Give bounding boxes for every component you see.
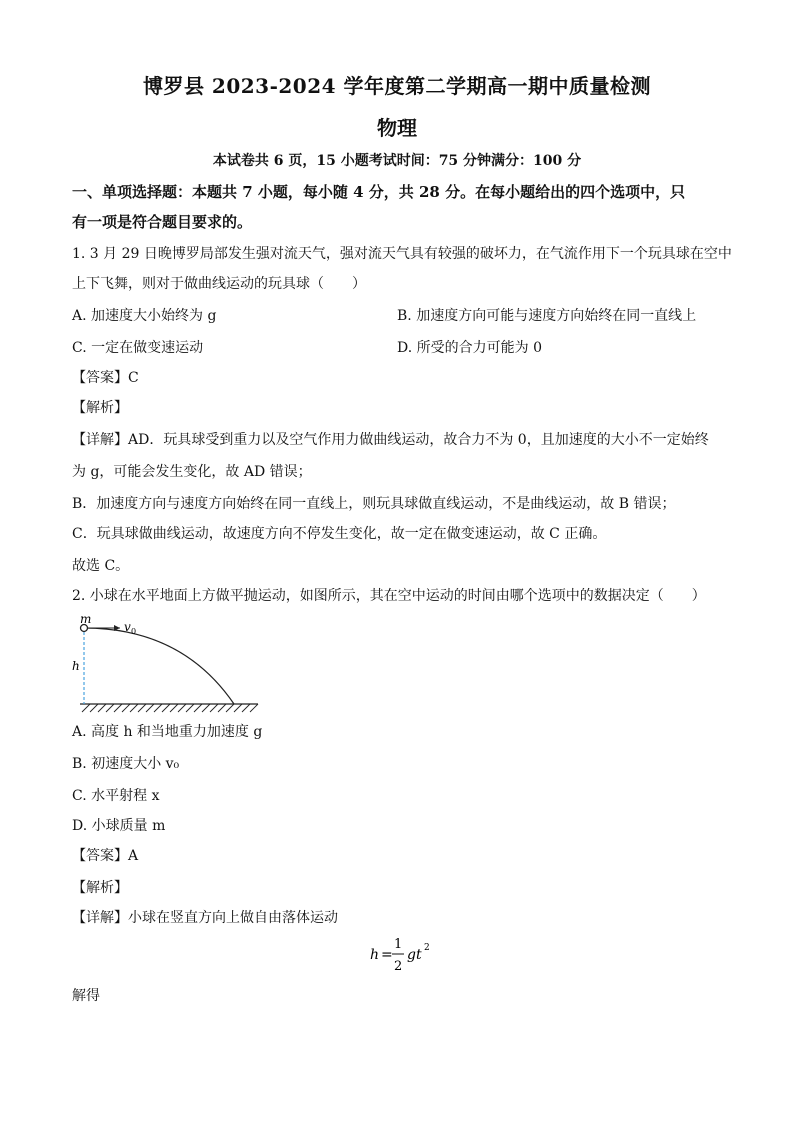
q1-answer-line bbox=[72, 368, 722, 388]
q1-option-d: D. 所受的合力可能为 0 bbox=[397, 340, 542, 356]
q1-detail-line1 bbox=[72, 430, 722, 450]
section-heading-line1: 一、单项选择题：本题共 7 小题，每小随 4 分，共 28 分。在每小题给出的四个选项中，只 bbox=[72, 183, 686, 201]
q1-answer: C bbox=[128, 370, 139, 386]
q2-option-c: C. 水平射程 x bbox=[72, 788, 160, 804]
q1-detail-text1: AD．玩具球受到重力以及空气作用力做曲线运动，故合力不为 0，且加速度的大小不一定始终 bbox=[128, 432, 709, 448]
q1-detail-line2: 为 g，可能会发生变化，故 AD 错误； bbox=[72, 464, 312, 480]
q1-stem-line2: 上下飞舞，则对于做曲线运动的玩具球（ ） bbox=[72, 276, 366, 292]
q2-option-d: D. 小球质量 m bbox=[72, 818, 166, 834]
q1-detail-line3: B．加速度方向与速度方向始终在同一直线上，则玩具球做直线运动，不是曲线运动，故 B 错误； bbox=[72, 496, 676, 512]
q1-conclusion: 故选 C。 bbox=[72, 558, 130, 574]
q2-solve: 解得 bbox=[72, 988, 100, 1004]
section-heading-line2: 有一项是符合题目要求的。 bbox=[72, 213, 253, 231]
formula-den: 2 bbox=[394, 959, 403, 974]
label-v0: v bbox=[124, 620, 131, 634]
q1-answer-tag: 【答案】 bbox=[72, 370, 128, 386]
exam-title: 博罗县 2023-2024 学年度第二学期高一期中质量检测 bbox=[142, 74, 652, 98]
q2-detail-tag: 【详解】 bbox=[72, 910, 128, 926]
formula-num: 1 bbox=[394, 937, 403, 952]
q1-detail-tag: 【详解】 bbox=[72, 432, 128, 448]
label-v0-subscript: 0 bbox=[131, 627, 137, 636]
q1-analysis-tag: 【解析】 bbox=[72, 400, 128, 416]
q1-option-b: B. 加速度方向可能与速度方向始终在同一直线上 bbox=[397, 308, 697, 324]
q2-detail-text1: 小球在竖直方向上做自由落体运动 bbox=[128, 910, 338, 926]
q1-option-a: A. 加速度大小始终为 g bbox=[72, 308, 217, 324]
q2-answer-line bbox=[72, 846, 722, 866]
formula-lhs: h bbox=[370, 947, 380, 963]
q2-option-b: B. 初速度大小 v₀ bbox=[72, 756, 180, 772]
trajectory-curve bbox=[84, 628, 234, 704]
ground-hatch bbox=[82, 704, 258, 712]
q1-option-c: C. 一定在做变速运动 bbox=[72, 340, 204, 356]
q2-answer-tag: 【答案】 bbox=[72, 848, 128, 864]
exam-subject: 物理 bbox=[377, 116, 417, 140]
exam-meta: 本试卷共 6 页，15 小题考试时间：75 分钟满分：100 分 bbox=[212, 153, 582, 169]
q2-option-a: A. 高度 h 和当地重力加速度 g bbox=[72, 724, 263, 740]
q2-detail-line1 bbox=[72, 908, 722, 928]
projectile-figure bbox=[72, 612, 262, 716]
q2-answer: A bbox=[128, 848, 139, 864]
q1-detail-line4: C．玩具球做曲线运动，故速度方向不停发生变化，故一定在做变速运动，故 C 正确。 bbox=[72, 526, 607, 542]
formula-eq: = bbox=[381, 947, 393, 963]
formula-rhs: gt bbox=[407, 947, 422, 963]
label-m: m bbox=[80, 612, 92, 626]
q1-stem-line1: 1. 3 月 29 日晚博罗局部发生强对流天气，强对流天气具有较强的破坏力，在气流作用下一个玩具球在空中 bbox=[72, 246, 732, 262]
q2-analysis-tag: 【解析】 bbox=[72, 880, 128, 896]
formula-exp: 2 bbox=[424, 943, 430, 953]
q2-stem: 2. 小球在水平地面上方做平抛运动，如图所示，其在空中运动的时间由哪个选项中的数据决定（ ） bbox=[72, 588, 706, 604]
label-h: h bbox=[72, 659, 80, 673]
free-fall-formula bbox=[368, 930, 448, 978]
